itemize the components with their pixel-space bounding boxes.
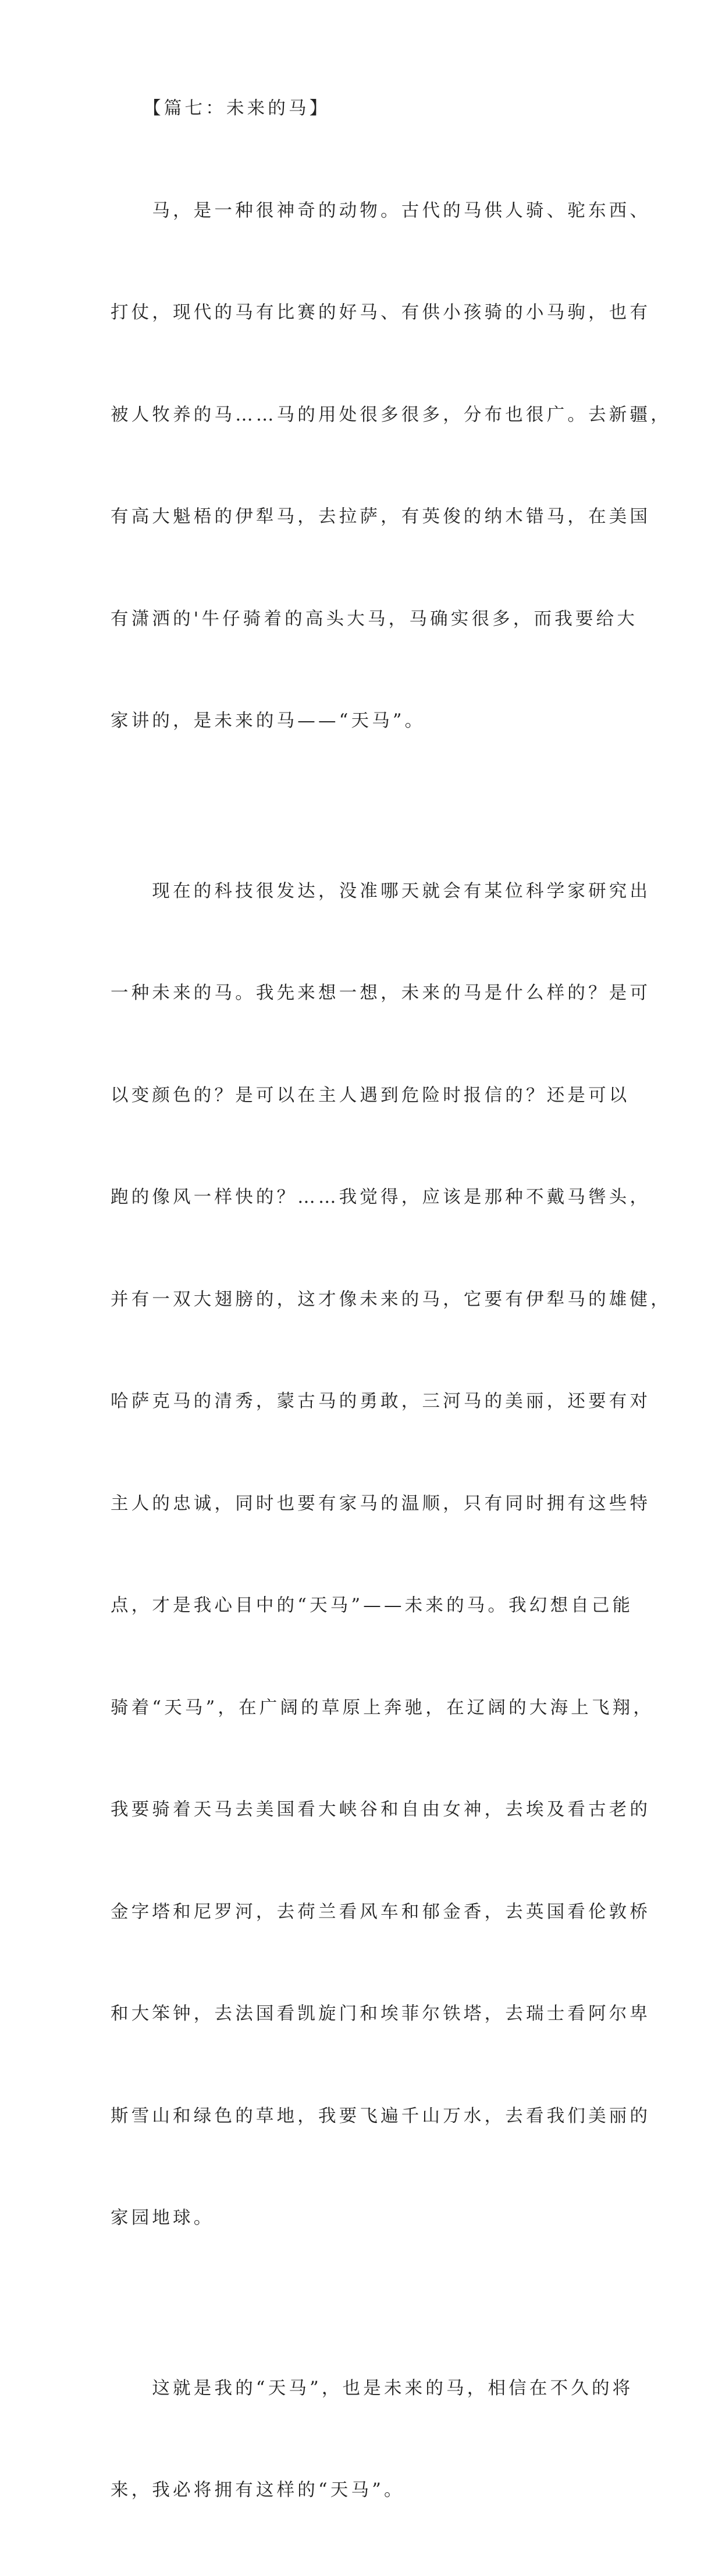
text-line: 有高大魁梧的伊犁马，去拉萨，有英俊的纳木错马，在美国 [111, 507, 651, 527]
text-line: 一种未来的马。我先来想一想，未来的马是什么样的？是可 [111, 983, 651, 1003]
text-line: 有潇洒的'牛仔骑着的高头大马，马确实很多，而我要给大 [111, 608, 638, 629]
paragraph-1 [111, 126, 671, 807]
text-line: 被人牧养的马……马的用处很多很多，分布也很广。去新疆， [111, 404, 671, 425]
paragraph-3 [111, 2304, 634, 2576]
text-line: 家园地球。 [111, 2208, 215, 2228]
text-line: 跑的像风一样快的？……我觉得，应该是那种不戴马辔头， [111, 1187, 651, 1207]
text-line: 点，才是我心目中的“天马”——未来的马。我幻想自己能 [111, 1595, 634, 1616]
text-line: 以变颜色的？是可以在主人遇到危险时报信的？还是可以 [111, 1085, 630, 1106]
text-line: 来，我必将拥有这样的“天马”。 [111, 2480, 405, 2500]
text-line: 马，是一种很神奇的动物。古代的马供人骑、驼东西、 [111, 200, 651, 221]
text-line: 这就是我的“天马”，也是未来的马，相信在不久的将 [111, 2378, 634, 2399]
text-line: 主人的忠诚，同时也要有家马的温顺，只有同时拥有这些特 [111, 1493, 651, 1514]
text-line: 和大笨钟，去法国看凯旋门和埃菲尔铁塔，去瑞士看阿尔卑 [111, 2004, 651, 2024]
text-line: 金字塔和尼罗河，去荷兰看风车和郁金香，去英国看伦敦桥 [111, 1901, 651, 1922]
document-body [111, 92, 671, 2576]
text-line: 我要骑着天马去美国看大峡谷和自由女神，去埃及看古老的 [111, 1800, 651, 1820]
text-line: 打仗，现代的马有比赛的好马、有供小孩骑的小马驹，也有 [111, 302, 651, 323]
text-line: 家讲的，是未来的马——“天马”。 [111, 711, 426, 731]
text-line: 并有一双大翅膀的，这才像未来的马，它要有伊犁马的雄健， [111, 1289, 671, 1310]
text-line: 斯雪山和绿色的草地，我要飞遍千山万水，去看我们美丽的 [111, 2105, 651, 2126]
text-line: 哈萨克马的清秀，蒙古马的勇敢，三河马的美丽，还要有对 [111, 1391, 651, 1412]
text-line: 现在的科技很发达，没准哪天就会有某位科学家研究出 [111, 881, 651, 902]
text-line: 骑着“天马”，在广阔的草原上奔驰，在辽阔的大海上飞翔， [111, 1697, 655, 1718]
paragraph-2 [111, 807, 671, 2304]
section-title: 【篇七：未来的马】 [111, 98, 330, 119]
